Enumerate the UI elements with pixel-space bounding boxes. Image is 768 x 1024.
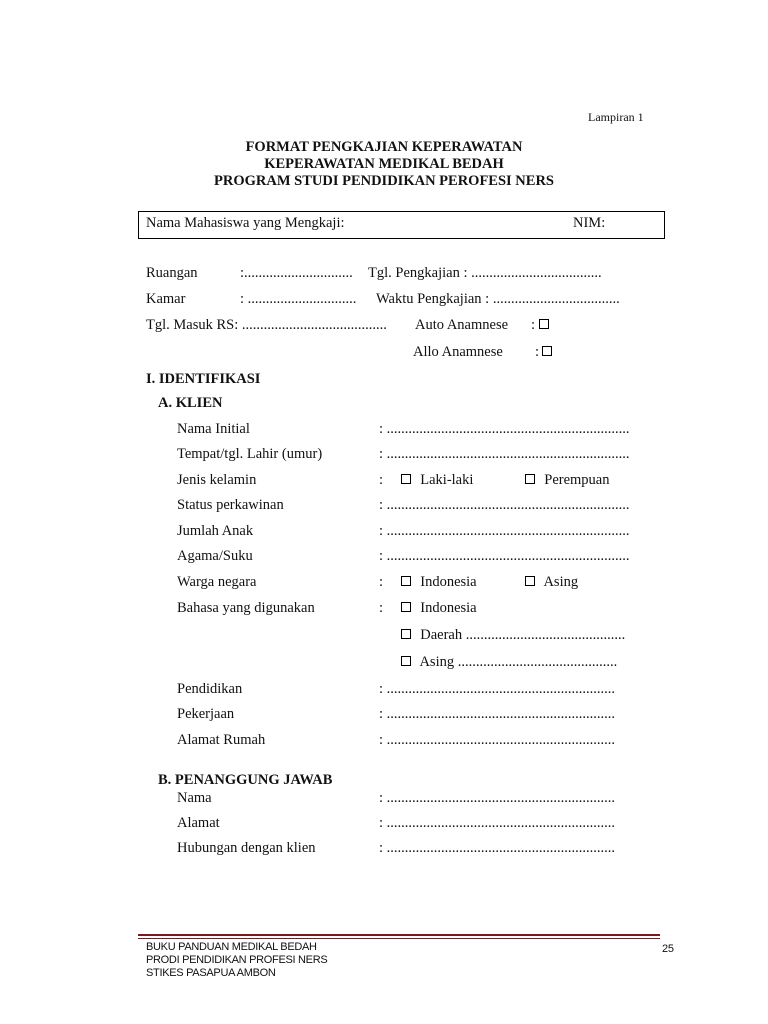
option-perempuan[interactable]: Perempuan	[525, 472, 609, 489]
kamar-label: Kamar	[146, 291, 186, 307]
warga-negara-colon: :	[379, 574, 384, 590]
checkbox-icon	[542, 346, 552, 356]
section-identifikasi: I. IDENTIFIKASI	[146, 371, 261, 387]
waktu-pengkajian: Waktu Pengkajian : ...................................	[376, 291, 620, 307]
option-bahasa-daerah[interactable]: Daerah ............................................	[401, 627, 625, 644]
option-bahasa-asing[interactable]: Asing ............................................	[401, 654, 617, 671]
pj-alamat-label: Alamat	[177, 815, 220, 831]
nama-initial-field[interactable]: : ...................................................................	[379, 421, 630, 437]
allo-anamnese-label: Allo Anamnese	[413, 344, 503, 360]
student-name-label: Nama Mahasiswa yang Mengkaji:	[146, 215, 345, 231]
pekerjaan-field[interactable]: : ...............................................................	[379, 706, 616, 722]
checkbox-icon	[401, 474, 411, 484]
auto-anamnese-label: Auto Anamnese	[415, 317, 509, 333]
pekerjaan-label: Pekerjaan	[177, 706, 235, 722]
checkbox-icon	[525, 474, 535, 484]
footer-line-3: STIKES PASAPUA AMBON	[146, 967, 276, 979]
agama-suku-label: Agama/Suku	[177, 548, 253, 564]
agama-suku-field[interactable]: : ...................................................................	[379, 548, 630, 564]
tgl-masuk-rs: Tgl. Masuk RS: ........................................	[146, 317, 387, 333]
jumlah-anak-field[interactable]: : ...................................................................	[379, 523, 630, 539]
bahasa-colon: :	[379, 600, 384, 616]
jumlah-anak-label: Jumlah Anak	[177, 523, 254, 539]
nama-initial-label: Nama Initial	[177, 421, 250, 437]
status-perkawinan-field[interactable]: : ...................................................................	[379, 497, 630, 513]
auto-anamnese-colon: :	[531, 317, 536, 333]
title-line-3: PROGRAM STUDI PENDIDIKAN PEROFESI NERS	[214, 173, 554, 189]
checkbox-icon	[525, 576, 535, 586]
checkbox-icon	[401, 629, 411, 639]
footer-line-2: PRODI PENDIDIKAN PROFESI NERS	[146, 954, 328, 966]
alamat-rumah-label: Alamat Rumah	[177, 732, 266, 748]
pj-hubungan-label: Hubungan dengan klien	[177, 840, 316, 856]
ruangan-value: :..............................	[240, 265, 353, 281]
subsection-penanggung-jawab: B. PENANGGUNG JAWAB	[158, 772, 333, 788]
pendidikan-label: Pendidikan	[177, 681, 243, 697]
checkbox-icon	[401, 602, 411, 612]
alamat-rumah-field[interactable]: : ...............................................................	[379, 732, 616, 748]
footer-divider-thin	[138, 938, 660, 939]
option-bahasa-indonesia[interactable]: Indonesia	[401, 600, 477, 617]
allo-anamnese-checkbox[interactable]	[542, 344, 554, 361]
subsection-klien: A. KLIEN	[158, 395, 223, 411]
checkbox-icon	[401, 656, 411, 666]
kamar-value: : ..............................	[240, 291, 357, 307]
allo-anamnese-colon: :	[535, 344, 540, 360]
option-warga-asing[interactable]: Asing	[525, 574, 578, 591]
tempat-lahir-field[interactable]: : ...................................................................	[379, 446, 630, 462]
pj-alamat-field[interactable]: : ...............................................................	[379, 815, 616, 831]
status-perkawinan-label: Status perkawinan	[177, 497, 284, 513]
lampiran-label: Lampiran 1	[588, 110, 644, 124]
jenis-kelamin-label: Jenis kelamin	[177, 472, 257, 488]
bahasa-label: Bahasa yang digunakan	[177, 600, 315, 616]
warga-negara-label: Warga negara	[177, 574, 257, 590]
pj-hubungan-field[interactable]: : ...............................................................	[379, 840, 616, 856]
ruangan-label: Ruangan	[146, 265, 198, 281]
auto-anamnese-checkbox[interactable]	[539, 317, 551, 334]
pendidikan-field[interactable]: : ...............................................................	[379, 681, 616, 697]
pj-nama-field[interactable]: : ...............................................................	[379, 790, 616, 806]
option-laki-laki[interactable]: Laki-laki	[401, 472, 473, 489]
checkbox-icon	[539, 319, 549, 329]
title-line-2: KEPERAWATAN MEDIKAL BEDAH	[264, 156, 504, 172]
checkbox-icon	[401, 576, 411, 586]
tempat-lahir-label: Tempat/tgl. Lahir (umur)	[177, 446, 323, 462]
title-line-1: FORMAT PENGKAJIAN KEPERAWATAN	[245, 139, 523, 155]
nim-label: NIM:	[573, 215, 606, 231]
pj-nama-label: Nama	[177, 790, 212, 806]
footer-divider-thick	[138, 934, 660, 936]
tgl-pengkajian: Tgl. Pengkajian : ....................................	[368, 265, 602, 281]
option-warga-indonesia[interactable]: Indonesia	[401, 574, 477, 591]
jenis-kelamin-colon: :	[379, 472, 384, 488]
page-number: 25	[662, 943, 674, 955]
footer-line-1: BUKU PANDUAN MEDIKAL BEDAH	[146, 941, 317, 953]
